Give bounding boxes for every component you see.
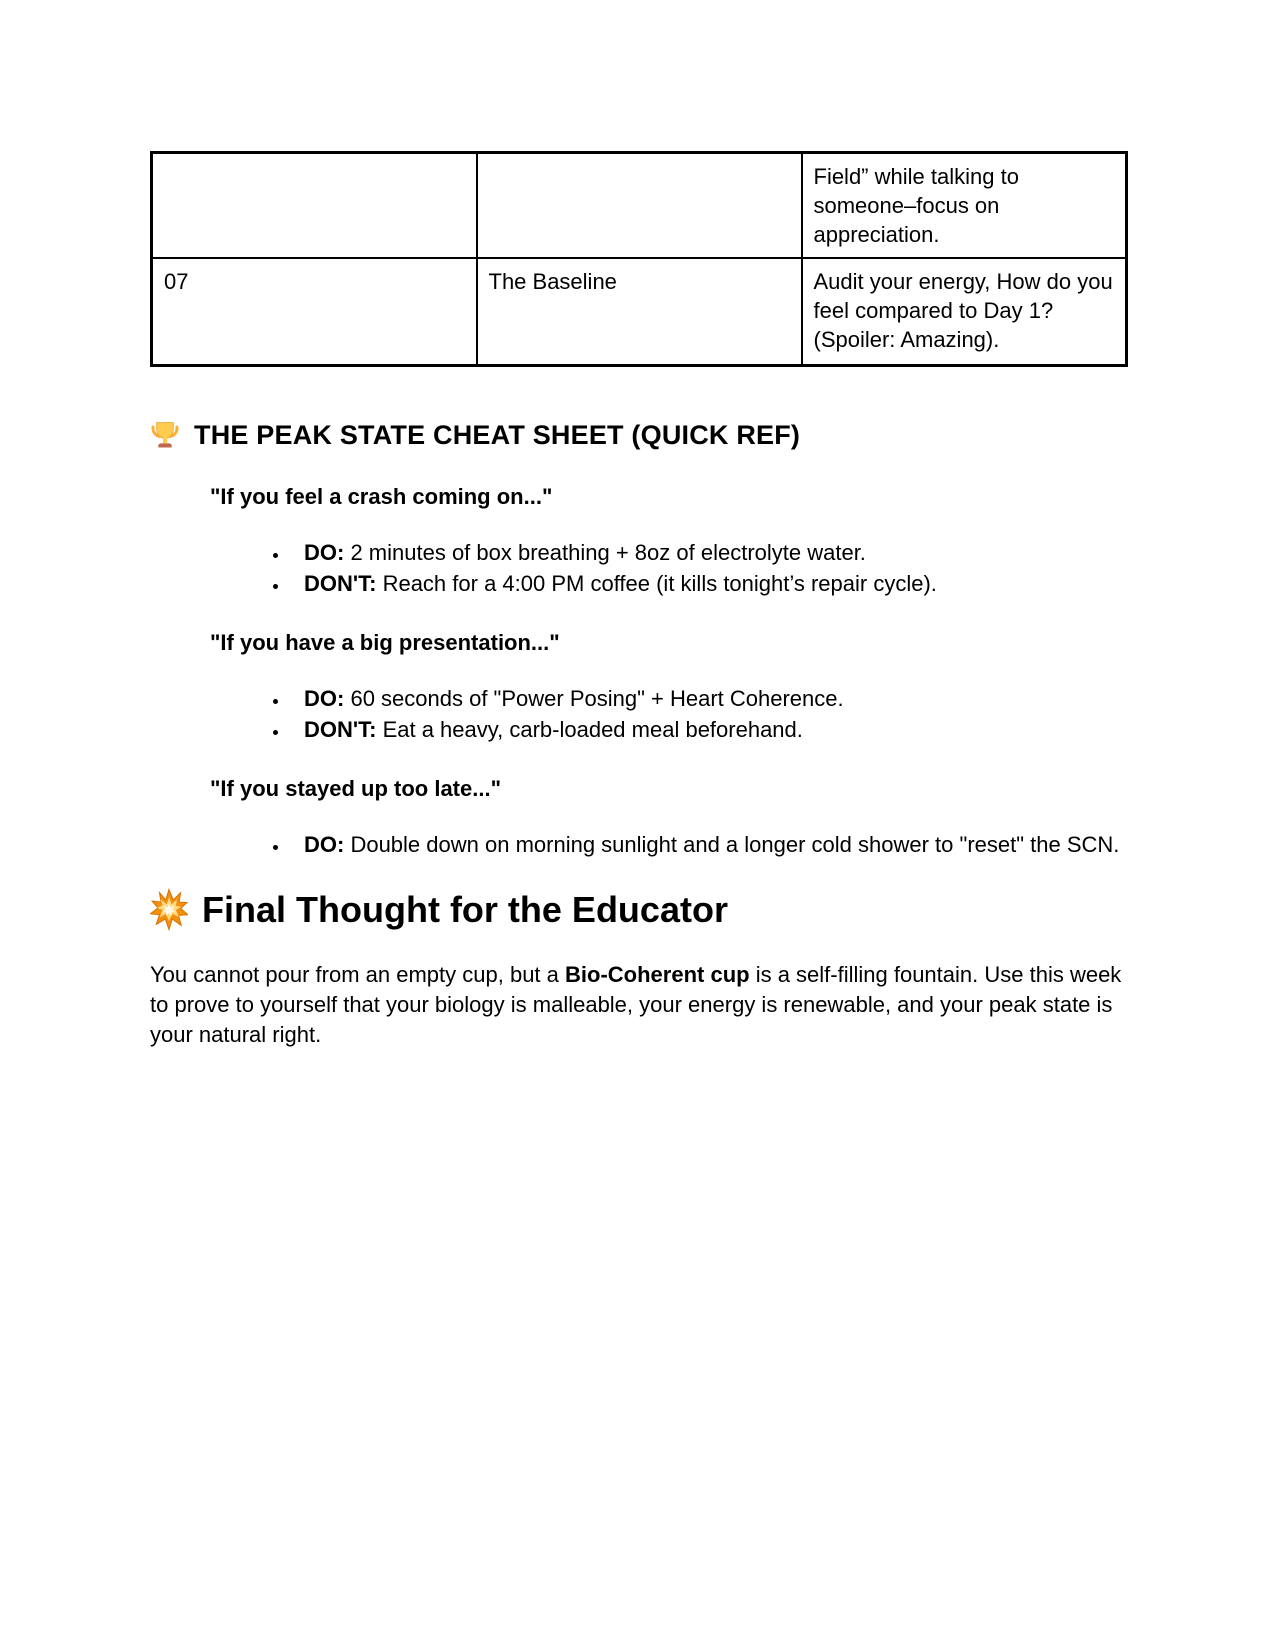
section-heading-presentation: "If you have a big presentation...": [210, 629, 560, 655]
dont-text: Reach for a 4:00 PM coffee (it kills tonight’s repair cycle).: [382, 570, 937, 596]
page-content: [0, 151, 1275, 1050]
dont-label: DON'T:: [304, 570, 377, 596]
collision-icon: [150, 887, 188, 932]
table-row: [152, 153, 1127, 259]
bio-coherent-bold: Bio-Coherent cup: [565, 961, 750, 987]
do-text: 60 seconds of "Power Posing" + Heart Coherence.: [350, 685, 844, 711]
paragraph-text: You cannot pour from an empty cup, but a: [150, 961, 566, 987]
do-text: 2 minutes of box breathing + 8oz of electrolyte water.: [350, 539, 866, 565]
list-item: [290, 568, 1128, 599]
table-cell-title: The Baseline: [477, 258, 802, 365]
dont-label: DON'T:: [304, 716, 377, 742]
final-thought-title: Final Thought for the Educator: [202, 888, 728, 930]
schedule-table: [150, 151, 1128, 367]
section-heading-late: "If you stayed up too late...": [210, 775, 502, 801]
table-cell-detail: Audit your energy, How do you feel compared to Day 1? (Spoiler: Amazing).: [802, 258, 1127, 365]
presentation-list: [150, 683, 1128, 745]
table-cell-detail: Field” while talking to someone–focus on appreciation.: [802, 153, 1127, 259]
dont-text: Eat a heavy, carb-loaded meal beforehand.: [382, 716, 803, 742]
table-row: [152, 258, 1127, 365]
table-cell-day: [152, 153, 477, 259]
cheat-sheet-heading-row: [150, 417, 1128, 453]
crash-list: [150, 537, 1128, 599]
final-thought-heading-row: [150, 886, 1128, 934]
do-label: DO:: [304, 831, 345, 857]
section-heading-crash: "If you feel a crash coming on...": [210, 483, 553, 509]
list-item: [290, 683, 1128, 714]
paragraph-text: is a self-filling fountain. Use this week to prove to yourself that your biology is malleable, your energy is renewable, and your peak state is your natural right.: [150, 961, 1122, 1047]
list-item: [290, 714, 1128, 745]
trophy-icon: [150, 419, 180, 451]
do-label: DO:: [304, 685, 345, 711]
do-label: DO:: [304, 539, 345, 565]
list-item: [290, 537, 1128, 568]
do-text: Double down on morning sunlight and a longer cold shower to "reset" the SCN.: [350, 831, 1120, 857]
table-cell-title: [477, 153, 802, 259]
late-list: [150, 829, 1128, 860]
final-thought-paragraph: [150, 960, 1126, 1050]
list-item: [290, 829, 1128, 860]
table-cell-day: 07: [152, 258, 477, 365]
cheat-sheet-title: THE PEAK STATE CHEAT SHEET (QUICK REF): [194, 419, 801, 450]
